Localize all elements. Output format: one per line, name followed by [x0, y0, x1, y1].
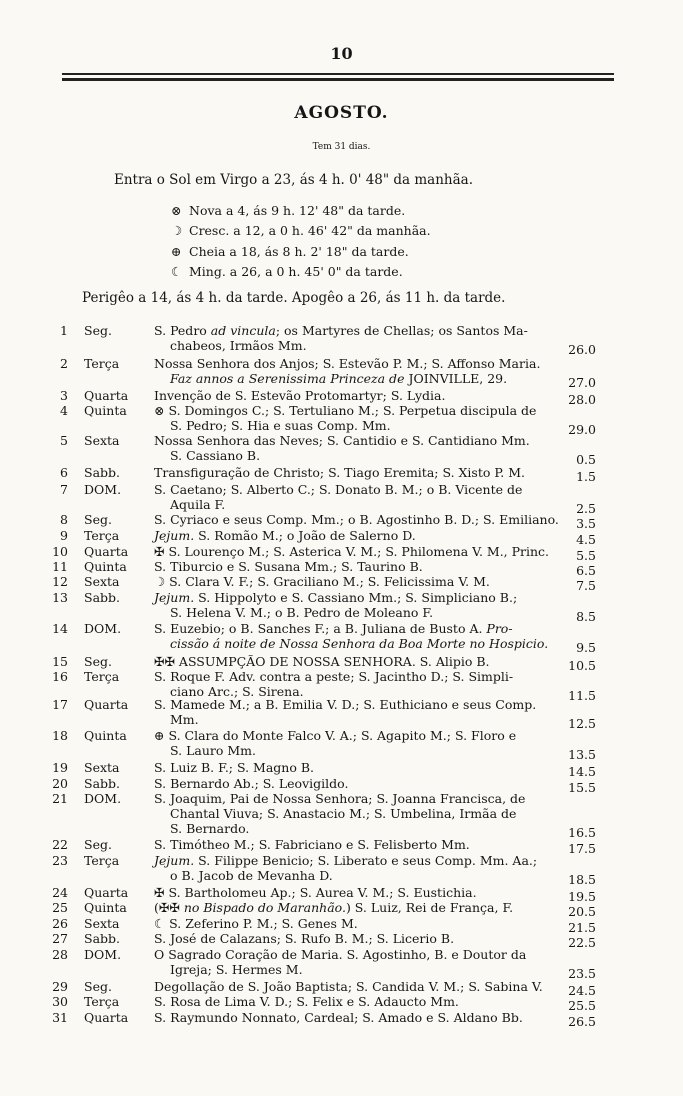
saints-text: [154, 574, 576, 589]
day-number: 8: [60, 512, 68, 527]
moon-age: 2.5: [576, 501, 596, 516]
saints-text: [154, 590, 576, 620]
saints-line: ⊗ S. Domingos C.; S. Tertuliano M.; S. Perpetua discipula de: [154, 403, 537, 418]
moon-age: 8.5: [576, 609, 596, 624]
day-number: 14: [52, 621, 68, 636]
saints-line: Aquila F.: [170, 497, 226, 512]
moon-age: 3.5: [576, 516, 596, 531]
moon-age: 10.5: [568, 658, 596, 673]
saints-line: S. Joaquim, Pai de Nossa Senhora; S. Joanna Francisca, de: [154, 791, 526, 806]
saints-line: Degollação de S. João Baptista; S. Candida V. M.; S. Sabina V.: [154, 979, 543, 994]
saints-line: Jejum. S. Filippe Benicio; S. Liberato e seus Comp. Mm. Aa.;: [154, 853, 538, 868]
saints-line: ☽ S. Clara V. F.; S. Graciliano M.; S. Felicissima V. M.: [154, 574, 490, 589]
weekday: Quinta: [84, 900, 127, 915]
moon-age: 22.5: [568, 935, 596, 950]
day-number: 28: [52, 947, 68, 962]
moon-age: 29.0: [568, 422, 596, 437]
saints-line: S. Pedro ad vincula; os Martyres de Chellas; os Santos Ma-: [154, 323, 528, 338]
weekday: Sexta: [84, 574, 120, 589]
top-rule-thick: [62, 78, 614, 81]
weekday: Sabb.: [84, 776, 120, 791]
moon-age: 21.5: [568, 920, 596, 935]
saints-line: Nossa Senhora das Neves; S. Cantidio e S. Cantidiano Mm.: [154, 433, 530, 448]
saints-line: ciano Arc.; S. Sirena.: [170, 684, 304, 699]
day-number: 29: [52, 979, 68, 994]
saints-line: O Sagrado Coração de Maria. S. Agostinho, B. e Doutor da: [154, 947, 527, 962]
day-number: 18: [52, 728, 68, 743]
saints-text: [154, 669, 576, 699]
saints-line: cissão á noite de Nossa Senhora da Boa Morte no Hospicio.: [170, 636, 549, 651]
moon-age: 23.5: [568, 966, 596, 981]
weekday: Sabb.: [84, 931, 120, 946]
saints-text: [154, 760, 576, 775]
weekday: Sexta: [84, 916, 120, 931]
day-number: 20: [52, 776, 68, 791]
moon-phase-row: [171, 243, 409, 261]
day-number: 16: [52, 669, 68, 684]
weekday: DOM.: [84, 482, 122, 497]
weekday: Seg.: [84, 323, 112, 338]
saints-line: Jejum. S. Hippolyto e S. Cassiano Mm.; S. Simpliciano B.;: [154, 590, 518, 605]
moon-phase-icon: ☾: [171, 264, 183, 279]
saints-text: [154, 994, 576, 1009]
moon-age: 20.5: [568, 904, 596, 919]
moon-age: 26.0: [568, 342, 596, 357]
day-number: 3: [60, 388, 68, 403]
saints-text: [154, 947, 576, 977]
saints-text: [154, 853, 576, 883]
saints-line: S. Rosa de Lima V. D.; S. Felix e S. Adaucto Mm.: [154, 994, 459, 1009]
saints-line: S. Caetano; S. Alberto C.; S. Donato B. M.; o B. Vicente de: [154, 482, 523, 497]
saints-line: S. Euzebio; o B. Sanches F.; a B. Juliana de Busto A. Pro-: [154, 621, 513, 636]
saints-line: S. Luiz B. F.; S. Magno B.: [154, 760, 315, 775]
month-days-count: Tem 31 dias.: [312, 142, 371, 152]
weekday: Seg.: [84, 837, 112, 852]
weekday: Sexta: [84, 433, 120, 448]
day-number: 15: [52, 654, 68, 669]
moon-phase-icon: ⊕: [171, 244, 182, 259]
moon-age: 15.5: [568, 780, 596, 795]
moon-phase-row: [171, 263, 403, 281]
day-number: 9: [60, 528, 68, 543]
moon-age: 25.5: [568, 998, 596, 1013]
saints-text: [154, 403, 576, 433]
page-number: 10: [330, 44, 353, 63]
moon-phase-text: Nova a 4, ás 9 h. 12' 48" da tarde.: [189, 203, 406, 218]
moon-phase-text: Cresc. a 12, a 0 h. 46' 42" da manhãa.: [189, 223, 431, 238]
weekday: Quinta: [84, 559, 127, 574]
saints-line: ✠✠ ASSUMPÇÃO DE NOSSA SENHORA. S. Alipio B.: [154, 654, 490, 669]
moon-age: 13.5: [568, 747, 596, 762]
saints-text: [154, 776, 576, 791]
saints-text: [154, 931, 576, 946]
saints-text: [154, 791, 576, 836]
saints-text: [154, 356, 576, 386]
moon-phase-text: Cheia a 18, ás 8 h. 2' 18" da tarde.: [189, 244, 409, 259]
weekday: Quarta: [84, 885, 129, 900]
saints-text: [154, 885, 576, 900]
weekday: DOM.: [84, 621, 122, 636]
weekday: Seg.: [84, 512, 112, 527]
sun-entry: Entra o Sol em Virgo a 23, ás 4 h. 0' 48" da manhãa.: [114, 172, 474, 188]
weekday: Sabb.: [84, 590, 120, 605]
day-number: 1: [60, 323, 68, 338]
saints-text: [154, 1010, 576, 1025]
moon-phase-row: [171, 222, 431, 240]
weekday: Terça: [84, 853, 120, 868]
saints-line: S. Bernardo.: [170, 821, 250, 836]
weekday: Terça: [84, 669, 120, 684]
saints-line: ✠ S. Bartholomeu Ap.; S. Aurea V. M.; S. Eustichia.: [154, 885, 477, 900]
weekday: Quarta: [84, 544, 129, 559]
saints-line: Chantal Viuva; S. Anastacio M.; S. Umbelina, Irmãa de: [170, 806, 517, 821]
day-number: 5: [60, 433, 68, 448]
saints-line: S. Cassiano B.: [170, 448, 261, 463]
moon-age: 12.5: [568, 716, 596, 731]
day-number: 22: [52, 837, 68, 852]
saints-text: [154, 621, 576, 651]
weekday: Terça: [84, 528, 120, 543]
saints-line: S. Lauro Mm.: [170, 743, 256, 758]
day-number: 21: [52, 791, 68, 806]
saints-line: S. Bernardo Ab.; S. Leovigildo.: [154, 776, 349, 791]
saints-line: Transfiguração de Christo; S. Tiago Eremita; S. Xisto P. M.: [154, 465, 525, 480]
weekday: Sabb.: [84, 465, 120, 480]
weekday: DOM.: [84, 947, 122, 962]
moon-age: 7.5: [576, 578, 596, 593]
day-number: 27: [52, 931, 68, 946]
day-number: 6: [60, 465, 68, 480]
saints-text: [154, 528, 576, 543]
moon-age: 1.5: [576, 469, 596, 484]
saints-line: ☾ S. Zeferino P. M.; S. Genes M.: [154, 916, 358, 931]
moon-age: 28.0: [568, 392, 596, 407]
saints-line: Invenção de S. Estevão Protomartyr; S. Lydia.: [154, 388, 446, 403]
saints-text: [154, 654, 576, 669]
moon-age: 9.5: [576, 640, 596, 655]
weekday: Quinta: [84, 728, 127, 743]
saints-line: chabeos, Irmãos Mm.: [170, 338, 307, 353]
saints-text: [154, 728, 576, 758]
moon-phase-text: Ming. a 26, a 0 h. 45' 0" da tarde.: [189, 264, 403, 279]
saints-line: ⊕ S. Clara do Monte Falco V. A.; S. Agapito M.; S. Floro e: [154, 728, 517, 743]
moon-age: 6.5: [576, 563, 596, 578]
weekday: Seg.: [84, 654, 112, 669]
saints-line: Mm.: [170, 712, 199, 727]
moon-age: 0.5: [576, 452, 596, 467]
moon-age: 19.5: [568, 889, 596, 904]
day-number: 12: [52, 574, 68, 589]
saints-line: S. Cyriaco e seus Comp. Mm.; o B. Agostinho B. D.; S. Emiliano.: [154, 512, 559, 527]
saints-line: S. Timótheo M.; S. Fabriciano e S. Felisberto Mm.: [154, 837, 470, 852]
weekday: Terça: [84, 994, 120, 1009]
saints-line: S. Tiburcio e S. Susana Mm.; S. Taurino B.: [154, 559, 423, 574]
saints-line: ✠ S. Lourenço M.; S. Asterica V. M.; S. Philomena V. M., Princ.: [154, 544, 550, 559]
saints-line: S. José de Calazans; S. Rufo B. M.; S. Licerio B.: [154, 931, 455, 946]
moon-age: 24.5: [568, 983, 596, 998]
day-number: 31: [52, 1010, 68, 1025]
saints-text: [154, 482, 576, 512]
moon-age: 4.5: [576, 532, 596, 547]
perigee-apogee: Perigêo a 14, ás 4 h. da tarde. Apogêo a 26, ás 11 h. da tarde.: [82, 290, 506, 306]
saints-text: [154, 544, 576, 559]
saints-line: Jejum. S. Romão M.; o João de Salerno D.: [154, 528, 416, 543]
day-number: 23: [52, 853, 68, 868]
moon-phase-row: [171, 202, 405, 220]
day-number: 24: [52, 885, 68, 900]
day-number: 30: [52, 994, 68, 1009]
moon-age: 16.5: [568, 825, 596, 840]
day-number: 2: [60, 356, 68, 371]
moon-age: 5.5: [576, 548, 596, 563]
weekday: Quarta: [84, 388, 129, 403]
saints-line: S. Pedro; S. Hia e suas Comp. Mm.: [170, 418, 391, 433]
weekday: Quarta: [84, 1010, 129, 1025]
weekday: Sexta: [84, 760, 120, 775]
saints-text: [154, 979, 576, 994]
top-rule-thin: [62, 73, 614, 75]
saints-line: S. Roque F. Adv. contra a peste; S. Jacintho D.; S. Simpli-: [154, 669, 514, 684]
day-number: 13: [52, 590, 68, 605]
saints-line: S. Raymundo Nonnato, Cardeal; S. Amado e S. Aldano Bb.: [154, 1010, 523, 1025]
saints-text: [154, 697, 576, 727]
saints-text: [154, 388, 576, 403]
saints-text: [154, 900, 576, 915]
month-title: AGOSTO.: [294, 103, 389, 123]
day-number: 25: [52, 900, 68, 915]
saints-line: Nossa Senhora dos Anjos; S. Estevão P. M.; S. Affonso Maria.: [154, 356, 541, 371]
day-number: 17: [52, 697, 68, 712]
moon-age: 11.5: [568, 688, 596, 703]
weekday: DOM.: [84, 791, 122, 806]
saints-text: [154, 559, 576, 574]
saints-text: [154, 465, 576, 480]
moon-age: 14.5: [568, 764, 596, 779]
saints-text: [154, 433, 576, 463]
saints-line: S. Helena V. M.; o B. Pedro de Moleano F.: [170, 605, 434, 620]
saints-line: Faz annos a Serenissima Princeza de JOINVILLE, 29.: [170, 371, 508, 386]
saints-line: (✠✠ no Bispado do Maranhão.) S. Luiz, Rei de França, F.: [154, 900, 514, 915]
weekday: Seg.: [84, 979, 112, 994]
moon-phase-icon: ☽: [171, 223, 183, 238]
moon-age: 17.5: [568, 841, 596, 856]
moon-age: 18.5: [568, 872, 596, 887]
day-number: 26: [52, 916, 68, 931]
weekday: Quinta: [84, 403, 127, 418]
day-number: 11: [52, 559, 68, 574]
saints-line: S. Mamede M.; a B. Emilia V. D.; S. Euthiciano e seus Comp.: [154, 697, 537, 712]
weekday: Terça: [84, 356, 120, 371]
day-number: 7: [60, 482, 68, 497]
weekday: Quarta: [84, 697, 129, 712]
saints-text: [154, 323, 576, 353]
saints-line: o B. Jacob de Mevanha D.: [170, 868, 333, 883]
saints-text: [154, 916, 576, 931]
saints-line: Igreja; S. Hermes M.: [170, 962, 303, 977]
day-number: 4: [60, 403, 68, 418]
moon-age: 26.5: [568, 1014, 596, 1029]
day-number: 19: [52, 760, 68, 775]
moon-age: 27.0: [568, 375, 596, 390]
day-number: 10: [52, 544, 68, 559]
moon-phase-icon: ⊗: [171, 203, 182, 218]
saints-text: [154, 837, 576, 852]
saints-text: [154, 512, 576, 527]
